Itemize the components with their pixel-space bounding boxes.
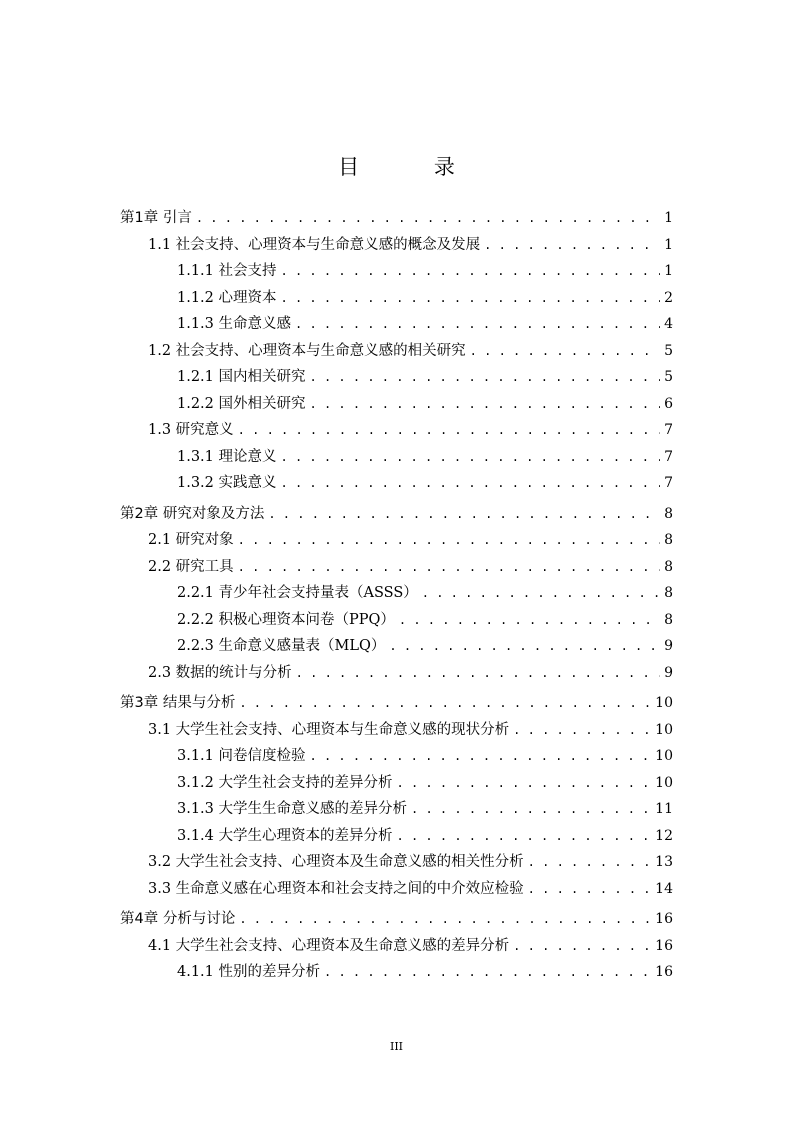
dot-leader [239, 690, 651, 717]
toc-entry[interactable] [148, 849, 673, 876]
dot-leader [239, 906, 651, 933]
toc-entry-label: 1.1.1 社会支持 [177, 263, 277, 279]
toc-entry-page: 2 [664, 289, 673, 306]
toc-entry-label: 1.1.3 生命意义感 [177, 316, 292, 332]
page-title: 目 录 [338, 155, 489, 179]
toc-entry-page: 9 [664, 664, 673, 681]
toc-entry[interactable] [177, 959, 673, 986]
toc-entry-label: 1.2.2 国外相关研究 [177, 395, 306, 412]
toc-entry-page: 7 [664, 422, 673, 438]
toc-entry-page: 16 [655, 964, 673, 980]
toc-entry[interactable] [177, 444, 673, 471]
toc-entry[interactable] [148, 527, 673, 554]
dot-leader [268, 501, 660, 528]
toc-entry-page: 8 [664, 585, 673, 601]
toc-entry[interactable] [177, 258, 673, 285]
toc-entry-page: 8 [664, 558, 673, 575]
toc-entry-page: 8 [664, 532, 673, 548]
dot-leader [422, 580, 660, 607]
dot-leader [528, 849, 652, 876]
toc-entry-page: 1 [664, 236, 673, 253]
toc-entry-page: 8 [664, 505, 673, 522]
dot-leader [281, 470, 661, 497]
dot-leader [281, 285, 661, 312]
toc-entry-page: 8 [664, 611, 673, 628]
toc-entry-label: 3.1 大学生社会支持、心理资本与生命意义感的现状分析 [148, 721, 510, 738]
toc-entry-page: 11 [655, 801, 673, 817]
toc-entry-label: 第2章 研究对象及方法 [120, 505, 265, 522]
dot-leader [238, 417, 660, 444]
dot-leader [296, 660, 660, 687]
dot-leader [196, 205, 660, 232]
toc-entry-label: 1.1 社会支持、心理资本与生命意义感的概念及发展 [148, 236, 481, 253]
toc-entry-label: 2.3 数据的统计与分析 [148, 664, 292, 681]
toc-entry[interactable] [177, 311, 673, 338]
toc-entry-label: 1.3 研究意义 [148, 422, 234, 438]
toc-entry[interactable] [120, 501, 673, 528]
toc-entry-label: 1.3.2 实践意义 [177, 475, 277, 491]
toc-entry-page: 7 [664, 448, 673, 465]
toc-entry[interactable] [148, 417, 673, 444]
toc-entry-page: 4 [664, 316, 673, 332]
toc-entry-label: 第4章 分析与讨论 [120, 911, 236, 927]
dot-leader [310, 743, 652, 770]
toc-entry-page: 1 [664, 210, 673, 226]
toc-entry-page: 5 [664, 369, 673, 385]
dot-leader [411, 796, 651, 823]
toc-entry[interactable] [148, 232, 673, 259]
toc-entry-page: 10 [655, 721, 673, 738]
toc-entry-page: 6 [664, 395, 673, 412]
toc-entry-label: 第1章 引言 [120, 210, 192, 226]
dot-leader [281, 444, 661, 471]
dot-leader [399, 607, 660, 634]
toc-entry[interactable] [177, 285, 673, 312]
dot-leader [397, 823, 652, 850]
dot-leader [389, 633, 660, 660]
toc-entry-label: 2.1 研究对象 [148, 532, 234, 548]
dot-leader [281, 258, 661, 285]
toc-entry-label: 3.1.4 大学生心理资本的差异分析 [177, 827, 393, 844]
toc-entry-page: 16 [655, 937, 673, 954]
toc-entry-label: 3.1.2 大学生社会支持的差异分析 [177, 774, 393, 791]
toc-entry-page: 12 [655, 827, 673, 844]
toc-entry[interactable] [177, 391, 673, 418]
toc-entry-label: 1.1.2 心理资本 [177, 289, 277, 306]
toc-entry-label: 2.2.1 青少年社会支持量表（ASSS） [177, 585, 418, 601]
toc-entry[interactable] [177, 607, 673, 634]
dot-leader [324, 959, 651, 986]
dot-leader [238, 554, 660, 581]
toc-entry-page: 10 [655, 695, 673, 711]
toc-entry[interactable] [177, 633, 673, 660]
dot-leader [238, 527, 660, 554]
toc-entry[interactable] [148, 933, 673, 960]
toc-entry[interactable] [177, 796, 673, 823]
dot-leader [310, 391, 661, 418]
toc-entry[interactable] [177, 580, 673, 607]
page-number: III [389, 1040, 404, 1053]
toc-entry-label: 3.1.1 问卷信度检验 [177, 748, 306, 764]
toc-entry-label: 2.2.3 生命意义感量表（MLQ） [177, 638, 386, 654]
toc-entry[interactable] [120, 906, 673, 933]
toc-entry-page: 10 [655, 748, 673, 764]
toc-entry[interactable] [148, 554, 673, 581]
toc-entry-page: 10 [655, 774, 673, 791]
toc-entry-page: 5 [664, 342, 673, 359]
toc-entry-label: 第3章 结果与分析 [120, 695, 236, 711]
toc-entry-page: 13 [655, 854, 673, 870]
toc-entry[interactable] [148, 876, 673, 903]
toc-entry-page: 9 [664, 638, 673, 654]
dot-leader [397, 770, 652, 797]
toc-entry-label: 3.2 大学生社会支持、心理资本及生命意义感的相关性分析 [148, 854, 524, 870]
dot-leader [513, 717, 651, 744]
toc-entry-label: 4.1 大学生社会支持、心理资本及生命意义感的差异分析 [148, 937, 510, 954]
toc-entry[interactable] [177, 470, 673, 497]
toc-entry[interactable] [148, 660, 673, 687]
dot-leader [310, 364, 661, 391]
toc-entry[interactable] [148, 717, 673, 744]
toc-entry-page: 1 [664, 263, 673, 279]
toc-entry-page: 14 [655, 880, 673, 897]
toc-entry-page: 16 [655, 911, 673, 927]
toc-entry-label: 2.2.2 积极心理资本问卷（PPQ） [177, 611, 395, 628]
toc-entry-label: 1.2.1 国内相关研究 [177, 369, 306, 385]
dot-leader [470, 338, 660, 365]
toc-entry[interactable] [177, 823, 673, 850]
toc-entry-label: 1.3.1 理论意义 [177, 448, 277, 465]
toc-entry-label: 3.1.3 大学生生命意义感的差异分析 [177, 801, 408, 817]
dot-leader [484, 232, 660, 259]
toc-entry[interactable] [177, 743, 673, 770]
toc-entry[interactable] [120, 690, 673, 717]
toc-entry-page: 7 [664, 475, 673, 491]
toc-entry[interactable] [177, 770, 673, 797]
toc-entry-label: 1.2 社会支持、心理资本与生命意义感的相关研究 [148, 342, 466, 359]
toc-entry-label: 4.1.1 性别的差异分析 [177, 964, 321, 980]
dot-leader [528, 876, 652, 903]
dot-leader [295, 311, 660, 338]
toc-entry[interactable] [177, 364, 673, 391]
dot-leader [513, 933, 651, 960]
toc-entry-label: 3.3 生命意义感在心理资本和社会支持之间的中介效应检验 [148, 880, 524, 897]
toc-entry[interactable] [120, 205, 673, 232]
toc-entry-label: 2.2 研究工具 [148, 558, 234, 575]
toc-entry[interactable] [148, 338, 673, 365]
